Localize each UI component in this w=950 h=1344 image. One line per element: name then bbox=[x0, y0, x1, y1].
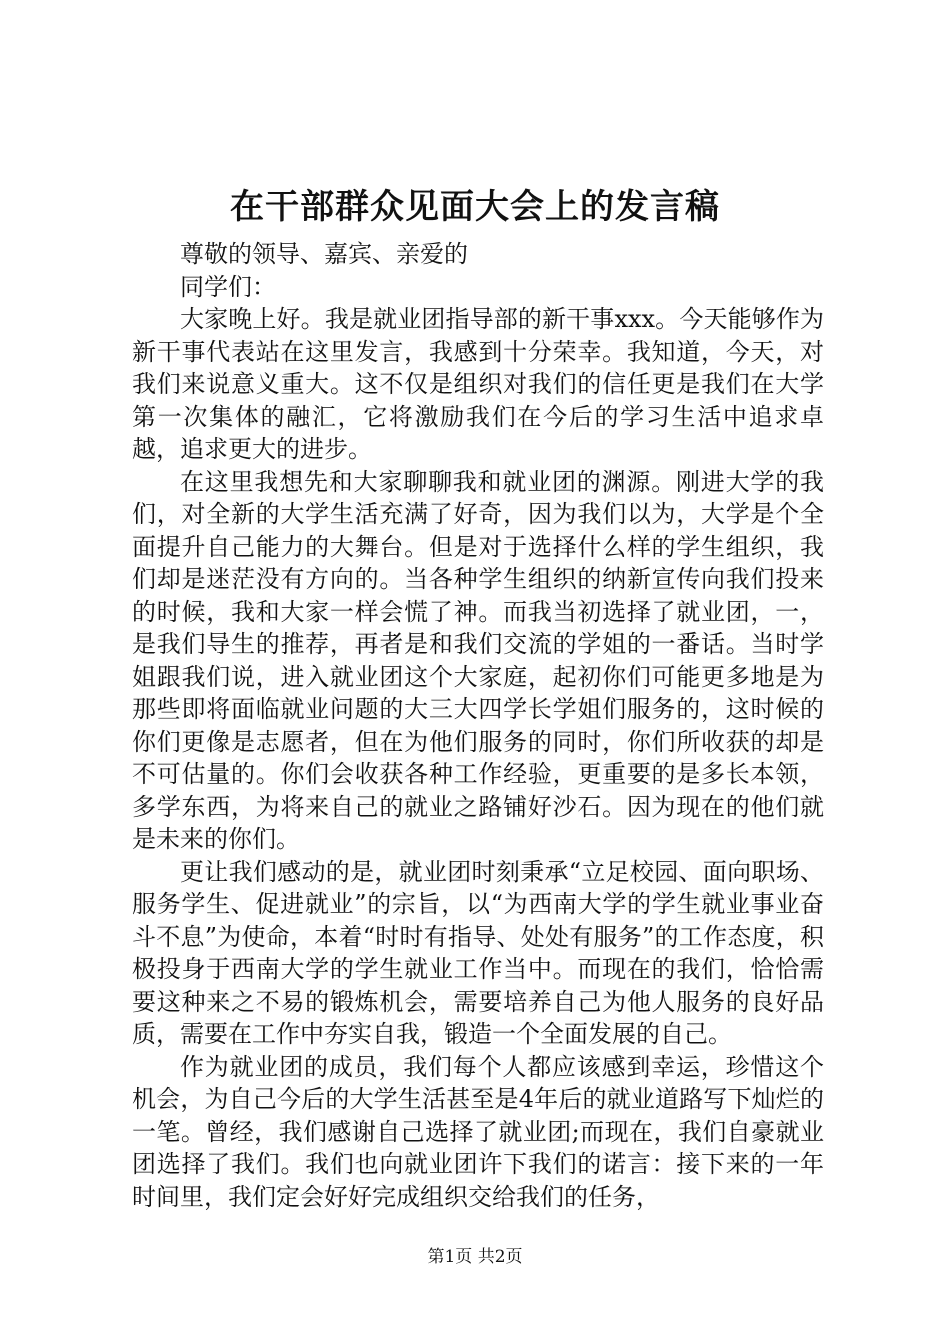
page-number-footer: 第1页 共2页 bbox=[427, 1247, 523, 1267]
paragraph: 大家晚上好。我是就业团指导部的新干事xxx。今天能够作为新干事代表站在这里发言，我感到十分荣幸。我知道，今天，对我们来说意义重大。这不仅是组织对我们的信任更是我们在大学第一次集体的融汇，它将激励我们在今后的学习生活中追求卓越，追求更大的进步。 bbox=[132, 305, 824, 463]
document-title: 在干部群众见面大会上的发言稿 bbox=[230, 187, 720, 227]
paragraph: 更让我们感动的是，就业团时刻秉承“立足校园、面向职场、服务学生、促进就业”的宗旨，以“为西南大学的学生就业事业奋斗不息”为使命，本着“时时有指导、处处有服务”的工作态度，积极投身于西南大学的学生就业工作当中。而现在的我们，恰恰需要这种来之不易的锻炼机会，需要培养自己为他人服务的良好品质，需要在工作中夯实自我，锻造一个全面发展的自己。 bbox=[132, 857, 824, 1048]
paragraph: 作为就业团的成员，我们每个人都应该感到幸运，珍惜这个机会，为自己今后的大学生活甚至是4年后的就业道路写下灿烂的一笔。曾经，我们感谢自己选择了就业团;而现在，我们自豪就业团选择了我们。我们也向就业团许下我们的诺言：接下来的一年时间里，我们定会好好完成组织交给我们的任务， bbox=[132, 1052, 824, 1211]
salutation-line-1: 尊敬的领导、嘉宾、亲爱的 bbox=[180, 240, 468, 268]
paragraph: 在这里我想先和大家聊聊我和就业团的渊源。刚进大学的我们，对全新的大学生活充满了好奇，因为我们以为，大学是个全面提升自己能力的大舞台。但是对于选择什么样的学生组织，我们却是迷茫没有方向的。当各种学生组织的纳新宣传向我们投来的时候，我和大家一样会慌了神。而我当初选择了就业团，一，是我们导生的推荐，再者是和我们交流的学姐的一番话。当时学姐跟我们说，进入就业团这个大家庭，起初你们可能更多地是为那些即将面临就业问题的大三大四学长学姐们服务的，这时候的你们更像是志愿者，但在为他们服务的同时，你们所收获的却是不可估量的。你们会收获各种工作经验，更重要的是多长本领，多学东西，为将来自己的就业之路铺好沙石。因为现在的他们就是未来的你们。 bbox=[132, 467, 824, 853]
salutation-line-2: 同学们： bbox=[180, 272, 276, 301]
document-body bbox=[132, 238, 824, 1213]
